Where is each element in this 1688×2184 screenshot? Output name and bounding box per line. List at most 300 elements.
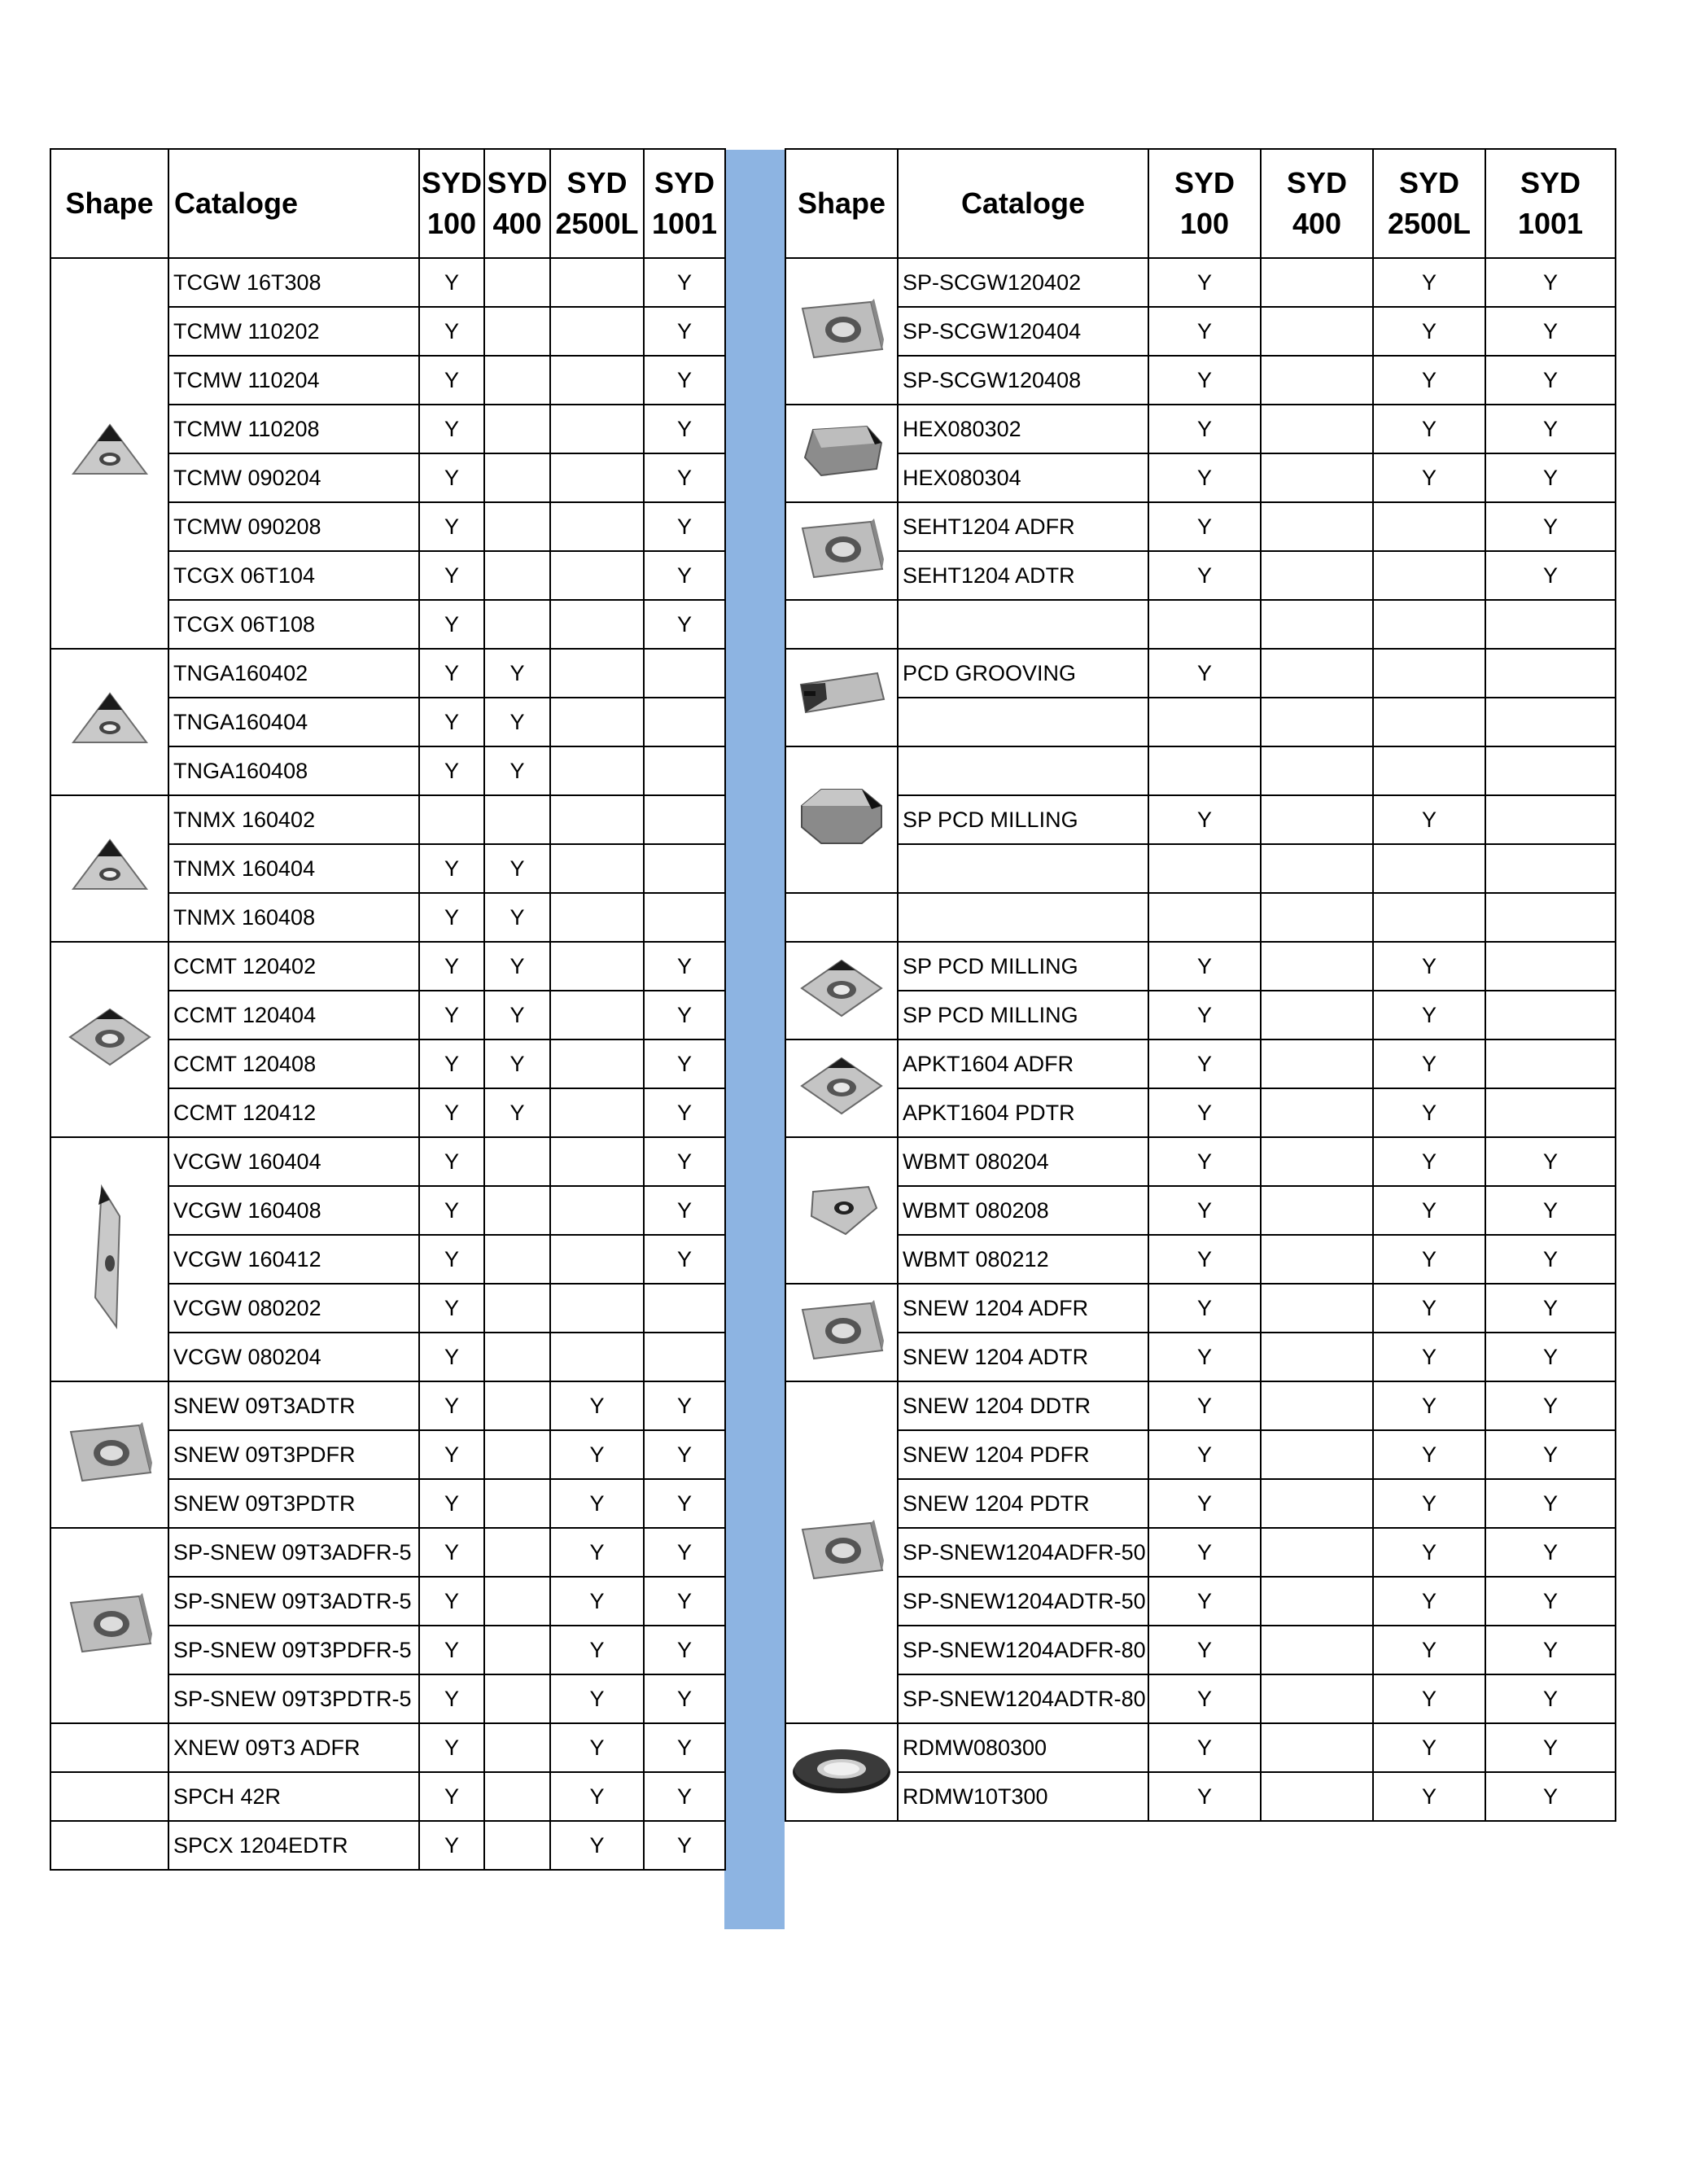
- rhombic-insert-icon: [797, 1053, 886, 1118]
- catalog-cell: XNEW 09T3 ADFR: [168, 1723, 419, 1772]
- syd1001-cell: [1485, 991, 1616, 1039]
- syd1001-cell: Y: [1485, 1577, 1616, 1626]
- catalog-cell: CCMT 120412: [168, 1088, 419, 1137]
- syd400-cell: [484, 1284, 550, 1333]
- table-row: [785, 356, 1616, 405]
- syd2500l-cell: Y: [1373, 1284, 1485, 1333]
- syd100-cell: Y: [1148, 1528, 1261, 1577]
- syd1001-cell: Y: [644, 1626, 725, 1674]
- table-row: [785, 893, 1616, 942]
- catalog-cell: SP-SNEW1204ADFR-80: [898, 1626, 1148, 1674]
- grooving-insert-icon: [793, 667, 890, 724]
- table-row: [50, 942, 725, 991]
- table-row: [785, 1479, 1616, 1528]
- syd100-cell: [419, 795, 484, 844]
- syd1001-cell: Y: [644, 1039, 725, 1088]
- catalog-cell: SPCH 42R: [168, 1772, 419, 1821]
- syd2500l-cell: Y: [550, 1821, 644, 1870]
- syd100-cell: Y: [1148, 1381, 1261, 1430]
- syd2500l-cell: Y: [1373, 258, 1485, 307]
- shape-cell: [50, 795, 168, 942]
- catalog-cell: SP-SCGW120402: [898, 258, 1148, 307]
- syd2500l-cell: Y: [1373, 405, 1485, 453]
- triangle-insert-icon: [65, 418, 155, 484]
- syd100-cell: Y: [1148, 356, 1261, 405]
- syd100-cell: Y: [1148, 307, 1261, 356]
- syd100-cell: Y: [419, 991, 484, 1039]
- syd400-cell: [1261, 893, 1373, 942]
- shape-cell: [785, 1381, 898, 1723]
- catalog-cell: CCMT 120404: [168, 991, 419, 1039]
- catalog-cell: TCMW 090208: [168, 502, 419, 551]
- syd100-cell: Y: [419, 356, 484, 405]
- syd2500l-cell: Y: [1373, 1088, 1485, 1137]
- syd400-cell: [484, 1479, 550, 1528]
- table-row: [785, 453, 1616, 502]
- syd2500l-cell: Y: [1373, 1333, 1485, 1381]
- syd100-cell: Y: [419, 1039, 484, 1088]
- syd1001-cell: Y: [644, 1088, 725, 1137]
- syd2500l-cell: [550, 1039, 644, 1088]
- catalog-cell: TCMW 090204: [168, 453, 419, 502]
- syd1001-cell: Y: [1485, 1528, 1616, 1577]
- syd1001-cell: Y: [644, 1381, 725, 1430]
- right-compatibility-table: [785, 148, 1616, 1822]
- syd100-cell: Y: [419, 502, 484, 551]
- catalog-header: Cataloge: [898, 149, 1148, 258]
- divider-bar: [724, 150, 785, 1929]
- catalog-cell: TCGX 06T108: [168, 600, 419, 649]
- syd400-cell: [484, 1137, 550, 1186]
- syd100-cell: Y: [419, 1723, 484, 1772]
- shape-cell: [785, 405, 898, 502]
- shape-cell: [50, 258, 168, 649]
- syd400-cell: [484, 795, 550, 844]
- syd1001-cell: Y: [644, 502, 725, 551]
- syd2500l-cell: Y: [1373, 795, 1485, 844]
- syd400-cell: [1261, 1333, 1373, 1381]
- syd1001-cell: Y: [1485, 502, 1616, 551]
- syd100-cell: Y: [419, 1333, 484, 1381]
- shape-cell: [50, 942, 168, 1137]
- syd400-cell: [484, 600, 550, 649]
- table-row: [785, 1772, 1616, 1821]
- table-row: [785, 844, 1616, 893]
- syd2500l-cell: [1373, 600, 1485, 649]
- syd2500l-cell: [550, 1137, 644, 1186]
- catalog-cell: SEHT1204 ADTR: [898, 551, 1148, 600]
- shape-cell: [50, 1137, 168, 1381]
- syd2500l-cell: Y: [1373, 1626, 1485, 1674]
- syd100-cell: Y: [419, 698, 484, 746]
- syd2500l-cell: [550, 405, 644, 453]
- syd2500l-cell: Y: [550, 1772, 644, 1821]
- syd100-cell: Y: [419, 1577, 484, 1626]
- syd1001-cell: [1485, 942, 1616, 991]
- syd1001-cell: Y: [644, 1577, 725, 1626]
- table-row: [785, 551, 1616, 600]
- catalog-cell: SP-SCGW120404: [898, 307, 1148, 356]
- catalog-cell: [898, 746, 1148, 795]
- syd1001-cell: [1485, 795, 1616, 844]
- syd2500l-cell: [550, 795, 644, 844]
- catalog-cell: [898, 893, 1148, 942]
- catalog-cell: [898, 844, 1148, 893]
- syd400-cell: [484, 356, 550, 405]
- syd400-cell: [1261, 991, 1373, 1039]
- syd100-header: SYD 100: [419, 149, 484, 258]
- table-row: [785, 1626, 1616, 1674]
- syd400-cell: [484, 1528, 550, 1577]
- syd400-cell: [1261, 1235, 1373, 1284]
- syd400-cell: [1261, 405, 1373, 453]
- catalog-cell: SP-SNEW 09T3ADFR-5: [168, 1528, 419, 1577]
- syd1001-cell: Y: [1485, 551, 1616, 600]
- syd400-cell: [1261, 1186, 1373, 1235]
- syd2500l-cell: [550, 1088, 644, 1137]
- catalog-cell: SP PCD MILLING: [898, 942, 1148, 991]
- square-insert-icon: [61, 1587, 159, 1660]
- syd1001-cell: Y: [644, 258, 725, 307]
- syd1001-cell: Y: [644, 307, 725, 356]
- shape-cell: [785, 258, 898, 405]
- syd100-cell: Y: [1148, 1137, 1261, 1186]
- syd100-cell: Y: [1148, 1723, 1261, 1772]
- syd1001-cell: Y: [644, 1821, 725, 1870]
- syd100-cell: Y: [419, 893, 484, 942]
- syd2500l-cell: Y: [1373, 1186, 1485, 1235]
- syd400-header: SYD 400: [1261, 149, 1373, 258]
- syd2500l-cell: Y: [550, 1626, 644, 1674]
- syd400-cell: [1261, 698, 1373, 746]
- triangle-insert-icon: [65, 834, 155, 899]
- catalog-cell: WBMT 080204: [898, 1137, 1148, 1186]
- shape-cell: [785, 1723, 898, 1821]
- syd400-cell: [1261, 307, 1373, 356]
- syd400-cell: [484, 1186, 550, 1235]
- right-table-body: [785, 258, 1616, 1821]
- syd1001-cell: Y: [1485, 1723, 1616, 1772]
- syd100-cell: [1148, 893, 1261, 942]
- table-row: [785, 1284, 1616, 1333]
- syd2500l-cell: [550, 502, 644, 551]
- syd400-cell: [1261, 1088, 1373, 1137]
- table-row: [785, 1577, 1616, 1626]
- shape-cell: [785, 746, 898, 893]
- table-row: [50, 1723, 725, 1772]
- syd2500l-cell: [1373, 698, 1485, 746]
- table-row: [785, 1333, 1616, 1381]
- syd2500l-cell: Y: [1373, 453, 1485, 502]
- syd2500l-cell: Y: [1373, 1723, 1485, 1772]
- syd1001-cell: Y: [1485, 1284, 1616, 1333]
- catalog-cell: SNEW 1204 PDTR: [898, 1479, 1148, 1528]
- syd2500l-cell: Y: [1373, 1479, 1485, 1528]
- syd1001-cell: [644, 1333, 725, 1381]
- catalog-cell: VCGW 160408: [168, 1186, 419, 1235]
- syd100-cell: Y: [1148, 1088, 1261, 1137]
- syd2500l-cell: Y: [550, 1723, 644, 1772]
- catalog-cell: TCMW 110202: [168, 307, 419, 356]
- catalog-cell: [898, 698, 1148, 746]
- syd1001-cell: [1485, 649, 1616, 698]
- syd2500l-cell: [550, 307, 644, 356]
- syd1001-cell: Y: [644, 1186, 725, 1235]
- catalog-cell: SEHT1204 ADFR: [898, 502, 1148, 551]
- catalog-cell: SP PCD MILLING: [898, 795, 1148, 844]
- syd400-cell: [484, 1235, 550, 1284]
- catalog-cell: RDMW080300: [898, 1723, 1148, 1772]
- syd100-cell: Y: [1148, 1333, 1261, 1381]
- syd2500l-cell: [550, 1333, 644, 1381]
- syd100-cell: Y: [419, 1088, 484, 1137]
- syd2500l-cell: Y: [1373, 356, 1485, 405]
- catalog-cell: SP-SNEW1204ADFR-50: [898, 1528, 1148, 1577]
- table-row: [785, 1528, 1616, 1577]
- shape-header: Shape: [50, 149, 168, 258]
- syd400-cell: [484, 551, 550, 600]
- syd2500l-cell: [550, 600, 644, 649]
- syd1001-cell: Y: [1485, 1479, 1616, 1528]
- square-insert-icon: [793, 512, 890, 585]
- syd100-cell: Y: [419, 746, 484, 795]
- shape-cell: [50, 1723, 168, 1772]
- syd1001-cell: Y: [644, 1723, 725, 1772]
- syd100-cell: Y: [1148, 1479, 1261, 1528]
- syd1001-cell: Y: [644, 405, 725, 453]
- syd1001-cell: [644, 795, 725, 844]
- shape-header: Shape: [785, 149, 898, 258]
- table-row: [50, 1772, 725, 1821]
- syd100-cell: Y: [419, 453, 484, 502]
- syd100-cell: Y: [419, 1821, 484, 1870]
- table-row: [785, 405, 1616, 453]
- table-row: [785, 1137, 1616, 1186]
- syd2500l-cell: [550, 1235, 644, 1284]
- syd400-cell: [1261, 356, 1373, 405]
- syd2500l-cell: Y: [1373, 1528, 1485, 1577]
- syd400-cell: [1261, 551, 1373, 600]
- syd400-cell: [484, 1674, 550, 1723]
- syd400-cell: Y: [484, 698, 550, 746]
- syd2500l-header: SYD 2500L: [1373, 149, 1485, 258]
- table-row: [785, 1723, 1616, 1772]
- syd2500l-cell: [550, 551, 644, 600]
- syd100-cell: Y: [419, 1430, 484, 1479]
- syd1001-cell: [1485, 746, 1616, 795]
- syd400-cell: [1261, 1577, 1373, 1626]
- catalog-cell: SP-SNEW 09T3PDFR-5: [168, 1626, 419, 1674]
- syd100-cell: Y: [1148, 1039, 1261, 1088]
- catalog-cell: SNEW 09T3PDFR: [168, 1430, 419, 1479]
- syd2500l-cell: Y: [550, 1528, 644, 1577]
- syd1001-cell: [1485, 600, 1616, 649]
- syd1001-cell: Y: [644, 942, 725, 991]
- syd1001-cell: Y: [644, 1674, 725, 1723]
- syd400-cell: [1261, 746, 1373, 795]
- syd2500l-cell: [550, 356, 644, 405]
- square-insert-icon: [793, 292, 890, 365]
- syd400-cell: [1261, 502, 1373, 551]
- syd2500l-cell: Y: [1373, 1430, 1485, 1479]
- syd1001-cell: [644, 746, 725, 795]
- syd100-cell: Y: [1148, 649, 1261, 698]
- syd100-cell: Y: [419, 1235, 484, 1284]
- syd1001-cell: Y: [1485, 1430, 1616, 1479]
- syd100-header: SYD 100: [1148, 149, 1261, 258]
- syd2500l-cell: [550, 258, 644, 307]
- catalog-cell: VCGW 080202: [168, 1284, 419, 1333]
- catalog-cell: SP PCD MILLING: [898, 991, 1148, 1039]
- syd400-cell: [1261, 1430, 1373, 1479]
- syd400-cell: [1261, 1772, 1373, 1821]
- catalog-cell: [898, 600, 1148, 649]
- syd2500l-cell: [550, 453, 644, 502]
- syd1001-cell: Y: [644, 991, 725, 1039]
- syd100-cell: Y: [1148, 551, 1261, 600]
- header-row: [785, 149, 1616, 258]
- syd100-cell: Y: [419, 1284, 484, 1333]
- table-row: [50, 649, 725, 698]
- octagon-insert-icon: [797, 785, 886, 850]
- syd1001-cell: Y: [644, 1235, 725, 1284]
- table-row: [785, 600, 1616, 649]
- syd2500l-cell: [1373, 502, 1485, 551]
- syd400-cell: [484, 1381, 550, 1430]
- syd1001-header: SYD 1001: [644, 149, 725, 258]
- catalog-cell: SNEW 09T3ADTR: [168, 1381, 419, 1430]
- syd2500l-cell: Y: [550, 1430, 644, 1479]
- syd1001-cell: [1485, 844, 1616, 893]
- syd400-cell: Y: [484, 844, 550, 893]
- catalog-cell: TCMW 110208: [168, 405, 419, 453]
- syd400-cell: [484, 1333, 550, 1381]
- syd1001-cell: [1485, 1088, 1616, 1137]
- square-insert-icon: [793, 1293, 890, 1367]
- syd1001-cell: Y: [1485, 1381, 1616, 1430]
- syd2500l-header: SYD 2500L: [550, 149, 644, 258]
- shape-cell: [50, 1821, 168, 1870]
- syd1001-cell: [644, 649, 725, 698]
- catalog-cell: TNGA160402: [168, 649, 419, 698]
- syd100-cell: Y: [1148, 1284, 1261, 1333]
- catalog-cell: VCGW 160404: [168, 1137, 419, 1186]
- syd100-cell: Y: [419, 1626, 484, 1674]
- table-row: [785, 1381, 1616, 1430]
- syd1001-cell: [1485, 1039, 1616, 1088]
- syd1001-cell: Y: [1485, 1772, 1616, 1821]
- syd400-cell: [1261, 1528, 1373, 1577]
- catalog-cell: SNEW 1204 ADFR: [898, 1284, 1148, 1333]
- catalog-cell: CCMT 120408: [168, 1039, 419, 1088]
- syd1001-cell: Y: [1485, 453, 1616, 502]
- syd2500l-cell: [550, 893, 644, 942]
- syd1001-cell: [644, 844, 725, 893]
- shape-cell: [785, 1137, 898, 1284]
- syd400-cell: Y: [484, 893, 550, 942]
- syd2500l-cell: Y: [1373, 1039, 1485, 1088]
- table-row: [785, 1088, 1616, 1137]
- syd1001-cell: Y: [644, 1430, 725, 1479]
- shape-cell: [785, 649, 898, 746]
- syd100-cell: [1148, 600, 1261, 649]
- syd1001-header: SYD 1001: [1485, 149, 1616, 258]
- syd400-cell: [1261, 1674, 1373, 1723]
- syd1001-cell: Y: [644, 453, 725, 502]
- syd2500l-cell: Y: [1373, 1674, 1485, 1723]
- syd400-cell: Y: [484, 649, 550, 698]
- syd100-cell: Y: [1148, 258, 1261, 307]
- syd1001-cell: [644, 893, 725, 942]
- syd2500l-cell: [550, 1186, 644, 1235]
- syd2500l-cell: Y: [1373, 1772, 1485, 1821]
- catalog-cell: TCGX 06T104: [168, 551, 419, 600]
- catalog-cell: VCGW 160412: [168, 1235, 419, 1284]
- syd1001-cell: Y: [1485, 356, 1616, 405]
- syd100-cell: Y: [1148, 453, 1261, 502]
- syd400-cell: [484, 258, 550, 307]
- table-row: [50, 1821, 725, 1870]
- syd400-cell: [1261, 649, 1373, 698]
- catalog-cell: PCD GROOVING: [898, 649, 1148, 698]
- syd2500l-cell: [1373, 649, 1485, 698]
- syd100-cell: Y: [1148, 1626, 1261, 1674]
- catalog-cell: SNEW 09T3PDTR: [168, 1479, 419, 1528]
- table-row: [785, 502, 1616, 551]
- syd1001-cell: Y: [1485, 1674, 1616, 1723]
- catalog-cell: APKT1604 PDTR: [898, 1088, 1148, 1137]
- syd1001-cell: Y: [644, 1772, 725, 1821]
- syd400-cell: Y: [484, 942, 550, 991]
- syd400-cell: [1261, 1626, 1373, 1674]
- syd400-cell: [484, 1772, 550, 1821]
- syd2500l-cell: Y: [1373, 942, 1485, 991]
- syd100-cell: Y: [1148, 502, 1261, 551]
- syd400-cell: [484, 453, 550, 502]
- syd100-cell: Y: [419, 1479, 484, 1528]
- syd400-cell: [1261, 453, 1373, 502]
- shape-cell: [785, 893, 898, 942]
- syd1001-cell: Y: [1485, 1186, 1616, 1235]
- left-compatibility-table: [50, 148, 726, 1871]
- catalog-cell: HEX080302: [898, 405, 1148, 453]
- syd1001-cell: Y: [1485, 405, 1616, 453]
- shape-cell: [785, 502, 898, 600]
- syd100-cell: Y: [1148, 1674, 1261, 1723]
- syd100-cell: Y: [1148, 991, 1261, 1039]
- syd100-cell: [1148, 698, 1261, 746]
- syd1001-cell: Y: [644, 551, 725, 600]
- syd2500l-cell: Y: [1373, 1381, 1485, 1430]
- table-row: [50, 1381, 725, 1430]
- table-row: [50, 1528, 725, 1577]
- header-row: [50, 149, 725, 258]
- syd2500l-cell: [550, 942, 644, 991]
- syd100-cell: Y: [419, 1137, 484, 1186]
- catalog-cell: SNEW 1204 PDFR: [898, 1430, 1148, 1479]
- trigon-insert-icon: [797, 1175, 886, 1241]
- syd2500l-cell: Y: [550, 1577, 644, 1626]
- shape-cell: [50, 649, 168, 795]
- syd400-cell: [1261, 1137, 1373, 1186]
- syd400-cell: [1261, 795, 1373, 844]
- syd1001-cell: [644, 698, 725, 746]
- syd1001-cell: Y: [1485, 1235, 1616, 1284]
- syd2500l-cell: [550, 1284, 644, 1333]
- catalog-cell: SP-SCGW120408: [898, 356, 1148, 405]
- syd1001-cell: [644, 1284, 725, 1333]
- syd100-cell: [1148, 746, 1261, 795]
